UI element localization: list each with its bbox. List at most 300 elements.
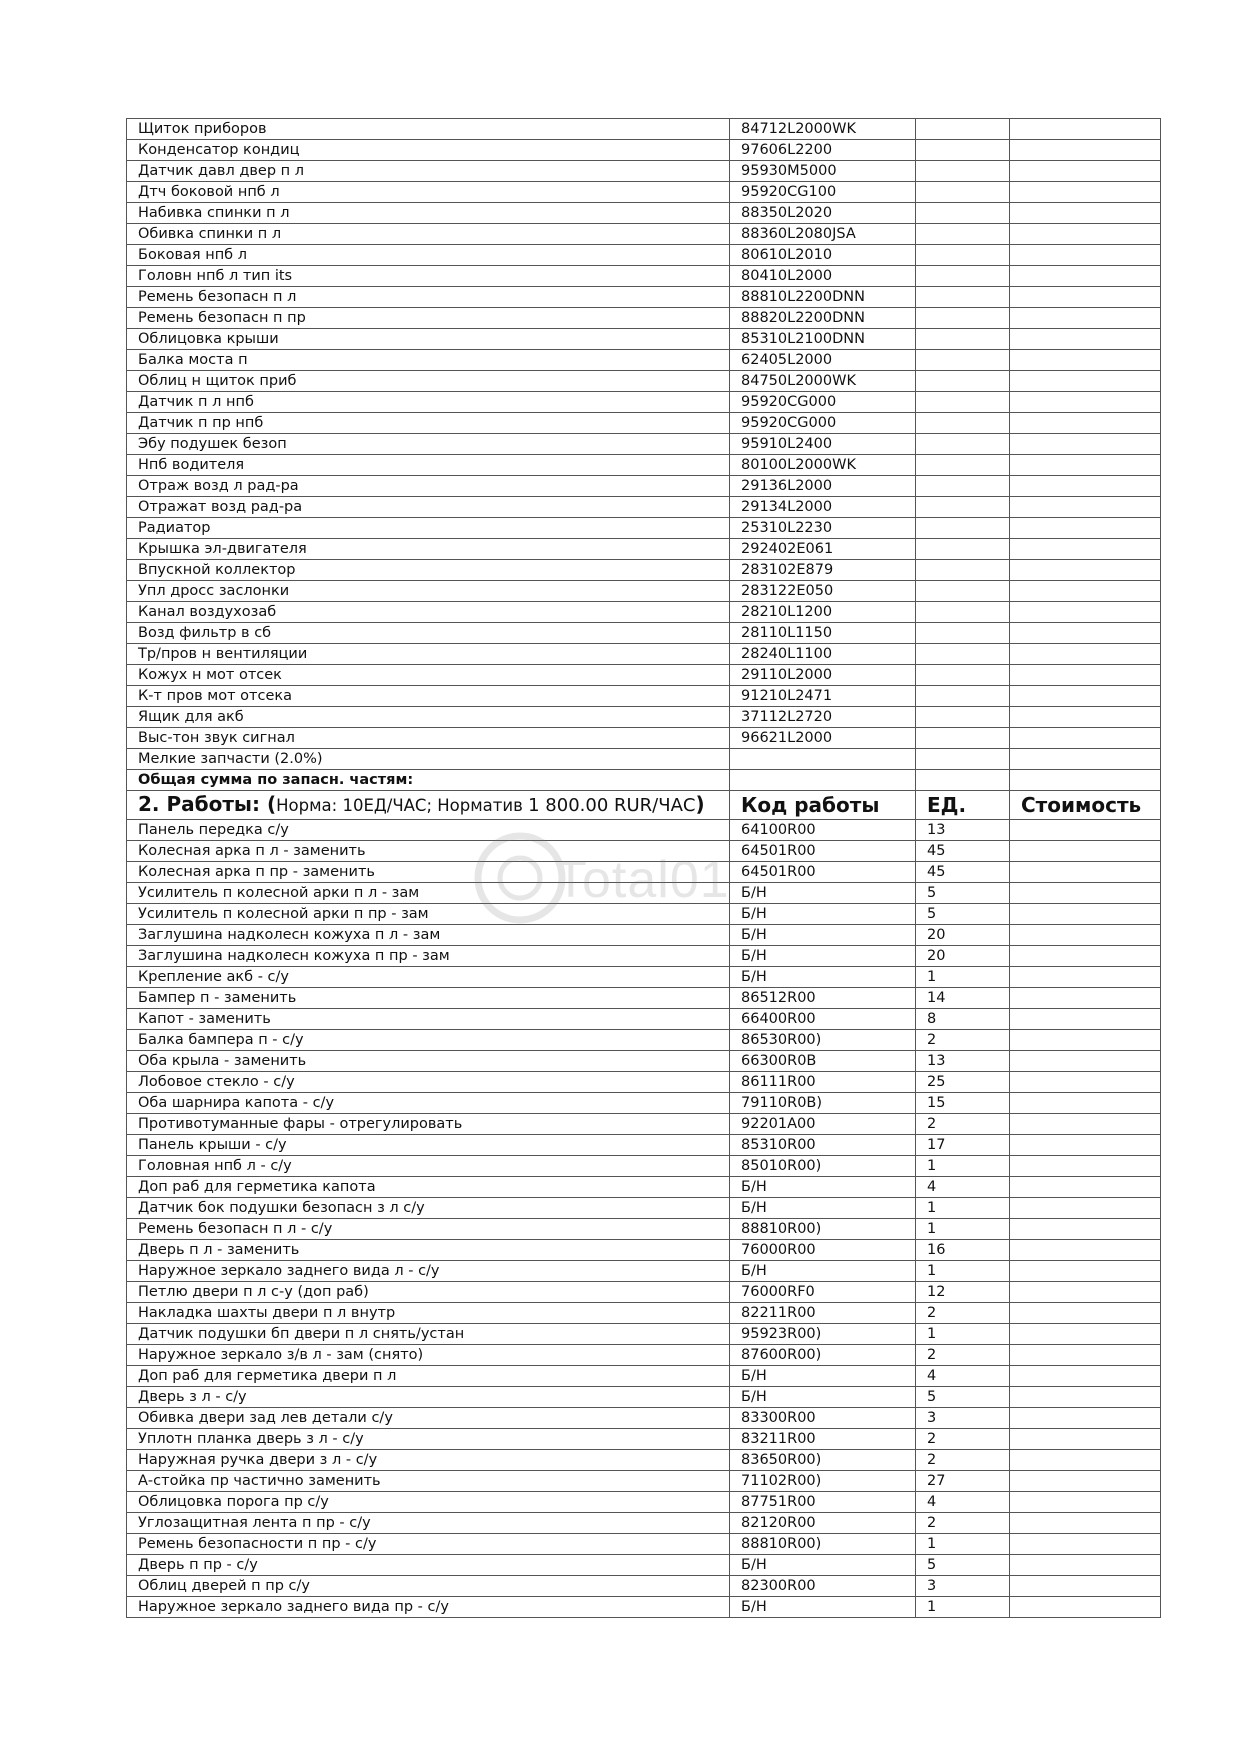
work-row <box>127 1534 1161 1555</box>
work-units: 4 <box>916 1492 1010 1513</box>
part-name: Эбу подушек безоп <box>127 434 730 455</box>
part-cost-cell <box>1010 392 1161 413</box>
part-row <box>127 539 1161 560</box>
work-units: 20 <box>916 946 1010 967</box>
part-code: 84712L2000WK <box>730 119 916 140</box>
work-row <box>127 1345 1161 1366</box>
part-code: 283102E879 <box>730 560 916 581</box>
work-name: Обивка двери зад лев детали с/у <box>127 1408 730 1429</box>
part-qty-cell <box>916 455 1010 476</box>
parts-section <box>127 119 1161 770</box>
work-cost-cell <box>1010 1072 1161 1093</box>
work-row <box>127 1471 1161 1492</box>
part-cost-cell <box>1010 161 1161 182</box>
work-units: 2 <box>916 1513 1010 1534</box>
part-row <box>127 581 1161 602</box>
part-code: 29110L2000 <box>730 665 916 686</box>
work-code: 83650R00) <box>730 1450 916 1471</box>
part-row <box>127 644 1161 665</box>
part-cost-cell <box>1010 287 1161 308</box>
works-section <box>127 820 1161 1618</box>
work-cost-cell <box>1010 1177 1161 1198</box>
part-row <box>127 623 1161 644</box>
work-units: 14 <box>916 988 1010 1009</box>
part-cost-cell <box>1010 245 1161 266</box>
part-name: К-т пров мот отсека <box>127 686 730 707</box>
work-code: 82300R00 <box>730 1576 916 1597</box>
work-code: 64501R00 <box>730 841 916 862</box>
work-cost-cell <box>1010 841 1161 862</box>
part-qty-cell <box>916 707 1010 728</box>
work-code: 82211R00 <box>730 1303 916 1324</box>
work-code: Б/Н <box>730 1555 916 1576</box>
part-code: 28110L1150 <box>730 623 916 644</box>
work-code: Б/Н <box>730 1261 916 1282</box>
part-name: Ремень безопасн п л <box>127 287 730 308</box>
work-cost-cell <box>1010 925 1161 946</box>
part-cost-cell <box>1010 497 1161 518</box>
works-title-close: ) <box>695 792 705 816</box>
work-units: 17 <box>916 1135 1010 1156</box>
part-qty-cell <box>916 476 1010 497</box>
work-code: 71102R00) <box>730 1471 916 1492</box>
part-cost-cell <box>1010 329 1161 350</box>
part-qty-cell <box>916 623 1010 644</box>
part-code: 95920CG000 <box>730 413 916 434</box>
part-cost-cell <box>1010 476 1161 497</box>
part-qty-cell <box>916 644 1010 665</box>
work-code: Б/Н <box>730 1366 916 1387</box>
work-units: 1 <box>916 1219 1010 1240</box>
part-qty-cell <box>916 602 1010 623</box>
part-code: 88820L2200DNN <box>730 308 916 329</box>
work-units: 12 <box>916 1282 1010 1303</box>
work-units: 1 <box>916 1324 1010 1345</box>
work-cost-cell <box>1010 967 1161 988</box>
watermark-text: Total01 <box>555 851 730 909</box>
parts-total-value-cell <box>1010 770 1161 791</box>
part-row <box>127 707 1161 728</box>
work-name: Наружное зеркало заднего вида л - с/у <box>127 1261 730 1282</box>
part-qty-cell <box>916 497 1010 518</box>
part-row <box>127 161 1161 182</box>
work-cost-cell <box>1010 1093 1161 1114</box>
work-cost-cell <box>1010 1009 1161 1030</box>
parts-total-label: Общая сумма по запасн. частям: <box>127 770 730 791</box>
work-row <box>127 1114 1161 1135</box>
work-code: 88810R00) <box>730 1219 916 1240</box>
part-name: Ремень безопасн п пр <box>127 308 730 329</box>
work-row <box>127 1303 1161 1324</box>
part-row <box>127 329 1161 350</box>
work-cost-cell <box>1010 1240 1161 1261</box>
work-code: Б/Н <box>730 925 916 946</box>
work-units: 1 <box>916 967 1010 988</box>
part-cost-cell <box>1010 581 1161 602</box>
work-row <box>127 1450 1161 1471</box>
part-row <box>127 224 1161 245</box>
part-qty-cell <box>916 182 1010 203</box>
work-name: Колесная арка п л - заменить <box>127 841 730 862</box>
work-code: 87751R00 <box>730 1492 916 1513</box>
part-cost-cell <box>1010 434 1161 455</box>
part-cost-cell <box>1010 413 1161 434</box>
part-cost-cell <box>1010 644 1161 665</box>
work-cost-cell <box>1010 1219 1161 1240</box>
part-row <box>127 602 1161 623</box>
work-cost-cell <box>1010 1366 1161 1387</box>
part-code: 91210L2471 <box>730 686 916 707</box>
part-cost-cell <box>1010 560 1161 581</box>
part-cost-cell <box>1010 140 1161 161</box>
part-qty-cell <box>916 665 1010 686</box>
work-code: 64100R00 <box>730 820 916 841</box>
work-row <box>127 1492 1161 1513</box>
work-cost-cell <box>1010 946 1161 967</box>
part-row <box>127 119 1161 140</box>
part-row <box>127 287 1161 308</box>
work-units: 5 <box>916 883 1010 904</box>
part-code: 80610L2010 <box>730 245 916 266</box>
work-units: 3 <box>916 1408 1010 1429</box>
work-row <box>127 1576 1161 1597</box>
work-name: Датчик подушки бп двери п л снять/устан <box>127 1324 730 1345</box>
work-name: Бампер п - заменить <box>127 988 730 1009</box>
work-units: 5 <box>916 904 1010 925</box>
work-units: 27 <box>916 1471 1010 1492</box>
part-name: Облиц н щиток приб <box>127 371 730 392</box>
work-name: Оба шарнира капота - с/у <box>127 1093 730 1114</box>
work-cost-cell <box>1010 904 1161 925</box>
part-qty-cell <box>916 245 1010 266</box>
part-name: Облицовка крыши <box>127 329 730 350</box>
work-row <box>127 1240 1161 1261</box>
part-code: 88360L2080JSA <box>730 224 916 245</box>
work-name: Дверь з л - с/у <box>127 1387 730 1408</box>
part-qty-cell <box>916 371 1010 392</box>
parts-total-section <box>127 770 1161 820</box>
work-cost-cell <box>1010 1429 1161 1450</box>
part-qty-cell <box>916 308 1010 329</box>
work-row <box>127 967 1161 988</box>
work-units: 5 <box>916 1555 1010 1576</box>
work-code: Б/Н <box>730 1387 916 1408</box>
work-row <box>127 1051 1161 1072</box>
part-qty-cell <box>916 518 1010 539</box>
work-name: Противотуманные фары - отрегулировать <box>127 1114 730 1135</box>
work-name: Облицовка порога пр с/у <box>127 1492 730 1513</box>
part-name: Возд фильтр в сб <box>127 623 730 644</box>
works-units-header: ЕД. <box>916 791 1010 820</box>
part-qty-cell <box>916 581 1010 602</box>
work-row <box>127 1072 1161 1093</box>
work-row <box>127 1555 1161 1576</box>
work-units: 4 <box>916 1177 1010 1198</box>
work-row <box>127 820 1161 841</box>
work-name: Заглушина надколесн кожуха п пр - зам <box>127 946 730 967</box>
part-code: 95930M5000 <box>730 161 916 182</box>
part-row <box>127 686 1161 707</box>
part-qty-cell <box>916 287 1010 308</box>
work-row <box>127 1198 1161 1219</box>
works-header-row <box>127 791 1161 820</box>
part-cost-cell <box>1010 623 1161 644</box>
work-name: Наружная ручка двери з л - с/у <box>127 1450 730 1471</box>
work-cost-cell <box>1010 1345 1161 1366</box>
part-name: Датчик п пр нпб <box>127 413 730 434</box>
work-units: 25 <box>916 1072 1010 1093</box>
work-units: 4 <box>916 1366 1010 1387</box>
part-qty-cell <box>916 329 1010 350</box>
part-row <box>127 749 1161 770</box>
work-row <box>127 1366 1161 1387</box>
work-code: 86530R00) <box>730 1030 916 1051</box>
works-norm: Норма: 10ЕД/ЧАС; Норматив <box>276 796 529 815</box>
work-units: 2 <box>916 1303 1010 1324</box>
part-name: Крышка эл-двигателя <box>127 539 730 560</box>
work-code: 79110R0B) <box>730 1093 916 1114</box>
part-name: Отражат возд рад-ра <box>127 497 730 518</box>
work-name: Усилитель п колесной арки п пр - зам <box>127 904 730 925</box>
part-qty-cell <box>916 749 1010 770</box>
part-code: 29136L2000 <box>730 476 916 497</box>
work-name: Доп раб для герметика двери п л <box>127 1366 730 1387</box>
part-code: 96621L2000 <box>730 728 916 749</box>
part-cost-cell <box>1010 119 1161 140</box>
work-units: 2 <box>916 1450 1010 1471</box>
part-cost-cell <box>1010 728 1161 749</box>
work-row <box>127 1177 1161 1198</box>
work-code: 86111R00 <box>730 1072 916 1093</box>
work-units: 8 <box>916 1009 1010 1030</box>
work-units: 15 <box>916 1093 1010 1114</box>
work-name: Уплотн планка дверь з л - с/у <box>127 1429 730 1450</box>
work-code: 83300R00 <box>730 1408 916 1429</box>
work-units: 13 <box>916 820 1010 841</box>
part-code: 88350L2020 <box>730 203 916 224</box>
part-code: 97606L2200 <box>730 140 916 161</box>
part-code: 95920CG000 <box>730 392 916 413</box>
work-code: Б/Н <box>730 1597 916 1618</box>
work-name: Капот - заменить <box>127 1009 730 1030</box>
work-code: 85310R00 <box>730 1135 916 1156</box>
work-code: Б/Н <box>730 967 916 988</box>
work-name: А-стойка пр частично заменить <box>127 1471 730 1492</box>
part-name: Щиток приборов <box>127 119 730 140</box>
part-code: 28240L1100 <box>730 644 916 665</box>
work-units: 2 <box>916 1345 1010 1366</box>
part-cost-cell <box>1010 203 1161 224</box>
work-cost-cell <box>1010 862 1161 883</box>
part-row <box>127 203 1161 224</box>
part-qty-cell <box>916 413 1010 434</box>
part-cost-cell <box>1010 350 1161 371</box>
work-units: 1 <box>916 1261 1010 1282</box>
work-cost-cell <box>1010 1387 1161 1408</box>
work-units: 1 <box>916 1198 1010 1219</box>
part-row <box>127 476 1161 497</box>
part-row <box>127 518 1161 539</box>
work-code: 88810R00) <box>730 1534 916 1555</box>
part-row <box>127 140 1161 161</box>
work-units: 20 <box>916 925 1010 946</box>
part-name: Канал воздухозаб <box>127 602 730 623</box>
part-name: Набивка спинки п л <box>127 203 730 224</box>
part-qty-cell <box>916 161 1010 182</box>
work-row <box>127 1135 1161 1156</box>
work-code: 66300R0B <box>730 1051 916 1072</box>
part-code: 80410L2000 <box>730 266 916 287</box>
works-code-header: Код работы <box>730 791 916 820</box>
work-name: Накладка шахты двери п л внутр <box>127 1303 730 1324</box>
part-code: 62405L2000 <box>730 350 916 371</box>
part-name: Конденсатор кондиц <box>127 140 730 161</box>
part-qty-cell <box>916 266 1010 287</box>
part-cost-cell <box>1010 749 1161 770</box>
work-name: Оба крыла - заменить <box>127 1051 730 1072</box>
work-units: 45 <box>916 862 1010 883</box>
part-cost-cell <box>1010 455 1161 476</box>
part-name: Кожух н мот отсек <box>127 665 730 686</box>
work-row <box>127 1513 1161 1534</box>
works-title-cell <box>127 791 730 820</box>
work-cost-cell <box>1010 1030 1161 1051</box>
work-units: 1 <box>916 1156 1010 1177</box>
estimate-table <box>126 118 1161 1618</box>
work-code: Б/Н <box>730 904 916 925</box>
work-code: 76000RF0 <box>730 1282 916 1303</box>
work-name: Наружное зеркало заднего вида пр - с/у <box>127 1597 730 1618</box>
part-code: 80100L2000WK <box>730 455 916 476</box>
work-name: Усилитель п колесной арки п л - зам <box>127 883 730 904</box>
work-cost-cell <box>1010 883 1161 904</box>
part-code <box>730 749 916 770</box>
work-name: Балка бампера п - с/у <box>127 1030 730 1051</box>
work-row <box>127 841 1161 862</box>
work-code: 64501R00 <box>730 862 916 883</box>
part-qty-cell <box>916 686 1010 707</box>
part-name: Отраж возд л рад-ра <box>127 476 730 497</box>
part-name: Нпб водителя <box>127 455 730 476</box>
part-row <box>127 413 1161 434</box>
work-name: Панель крыши - с/у <box>127 1135 730 1156</box>
work-cost-cell <box>1010 1513 1161 1534</box>
work-code: 92201A00 <box>730 1114 916 1135</box>
part-row <box>127 392 1161 413</box>
part-row <box>127 266 1161 287</box>
work-cost-cell <box>1010 1156 1161 1177</box>
work-cost-cell <box>1010 1492 1161 1513</box>
part-row <box>127 665 1161 686</box>
part-qty-cell <box>916 434 1010 455</box>
parts-total-units-cell <box>916 770 1010 791</box>
work-name: Наружное зеркало з/в л - зам (снято) <box>127 1345 730 1366</box>
work-row <box>127 946 1161 967</box>
work-cost-cell <box>1010 1198 1161 1219</box>
work-name: Панель передка с/у <box>127 820 730 841</box>
part-name: Упл дросс заслонки <box>127 581 730 602</box>
work-cost-cell <box>1010 1303 1161 1324</box>
work-name: Облиц дверей п пр с/у <box>127 1576 730 1597</box>
works-cost-header: Стоимость <box>1010 791 1161 820</box>
work-row <box>127 883 1161 904</box>
part-cost-cell <box>1010 602 1161 623</box>
part-cost-cell <box>1010 371 1161 392</box>
part-row <box>127 182 1161 203</box>
part-code: 95910L2400 <box>730 434 916 455</box>
part-qty-cell <box>916 119 1010 140</box>
part-code: 29134L2000 <box>730 497 916 518</box>
work-name: Головная нпб л - с/у <box>127 1156 730 1177</box>
part-name: Балка моста п <box>127 350 730 371</box>
work-row <box>127 1261 1161 1282</box>
work-code: 95923R00) <box>730 1324 916 1345</box>
work-code: Б/Н <box>730 946 916 967</box>
part-code: 25310L2230 <box>730 518 916 539</box>
work-row <box>127 1093 1161 1114</box>
part-row <box>127 728 1161 749</box>
part-cost-cell <box>1010 539 1161 560</box>
part-qty-cell <box>916 224 1010 245</box>
works-rate: 1 800.00 RUR/ЧАС <box>528 795 696 816</box>
work-cost-cell <box>1010 1135 1161 1156</box>
work-row <box>127 1030 1161 1051</box>
work-code: 82120R00 <box>730 1513 916 1534</box>
work-name: Крепление акб - с/у <box>127 967 730 988</box>
work-units: 1 <box>916 1534 1010 1555</box>
part-code: 37112L2720 <box>730 707 916 728</box>
part-code: 84750L2000WK <box>730 371 916 392</box>
work-name: Лобовое стекло - с/у <box>127 1072 730 1093</box>
part-cost-cell <box>1010 182 1161 203</box>
work-name: Петлю двери п л с-у (доп раб) <box>127 1282 730 1303</box>
parts-total-code-cell <box>730 770 916 791</box>
work-code: Б/Н <box>730 883 916 904</box>
work-units: 5 <box>916 1387 1010 1408</box>
part-name: Дтч боковой нпб л <box>127 182 730 203</box>
work-cost-cell <box>1010 1471 1161 1492</box>
work-name: Колесная арка п пр - заменить <box>127 862 730 883</box>
work-row <box>127 1387 1161 1408</box>
work-name: Дверь п л - заменить <box>127 1240 730 1261</box>
work-cost-cell <box>1010 1555 1161 1576</box>
work-units: 1 <box>916 1597 1010 1618</box>
part-name: Мелкие запчасти (2.0%) <box>127 749 730 770</box>
work-units: 3 <box>916 1576 1010 1597</box>
work-name: Дверь п пр - с/у <box>127 1555 730 1576</box>
work-cost-cell <box>1010 1576 1161 1597</box>
part-row <box>127 245 1161 266</box>
part-name: Впускной коллектор <box>127 560 730 581</box>
part-code: 28210L1200 <box>730 602 916 623</box>
part-name: Боковая нпб л <box>127 245 730 266</box>
part-qty-cell <box>916 203 1010 224</box>
part-code: 292402E061 <box>730 539 916 560</box>
part-cost-cell <box>1010 308 1161 329</box>
part-code: 95920CG100 <box>730 182 916 203</box>
work-cost-cell <box>1010 1597 1161 1618</box>
part-cost-cell <box>1010 266 1161 287</box>
part-row <box>127 434 1161 455</box>
part-cost-cell <box>1010 518 1161 539</box>
part-name: Радиатор <box>127 518 730 539</box>
work-cost-cell <box>1010 1324 1161 1345</box>
part-name: Выс-тон звук сигнал <box>127 728 730 749</box>
work-units: 2 <box>916 1030 1010 1051</box>
part-qty-cell <box>916 392 1010 413</box>
work-row <box>127 1408 1161 1429</box>
part-qty-cell <box>916 350 1010 371</box>
